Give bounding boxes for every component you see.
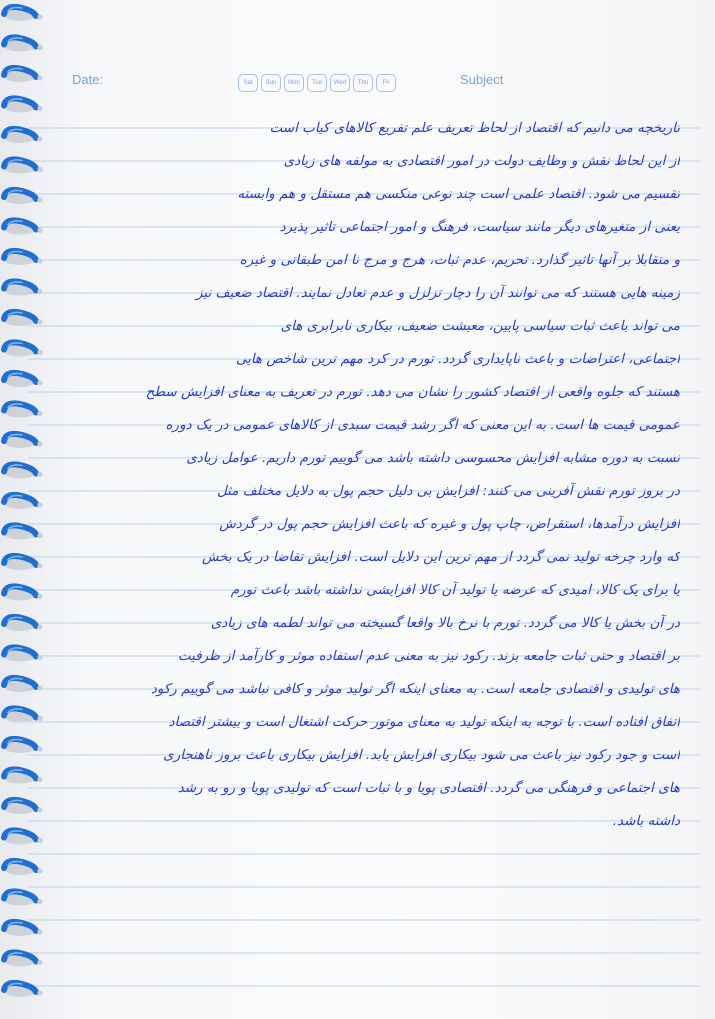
text-line: که وارد چرخه تولید نمی گردد از مهم ترین این دلایل است. افزایش تقاضا در یک بخش: [202, 549, 680, 565]
page-header: [60, 60, 715, 100]
coil-loop: [4, 891, 43, 905]
subject-label: Subject: [460, 72, 504, 87]
text-line: تقسیم می شود. اقتصاد علمی است چند نوعی منکسی هم مستقل و هم وابسته: [237, 186, 680, 202]
date-label: Date:: [72, 72, 104, 87]
coil-loop: [4, 922, 43, 936]
text-line: اتفاق افتاده است. با توجه به اینکه تولید به معنای موتور حرکت اشتغال است و بیشتر اقتصاد: [168, 714, 680, 730]
day-box-thu: Thu: [353, 74, 373, 92]
text-line: های تولیدی و اقتصادی جامعه است. به معنای اینکه اگر تولید موثر و کافی نباشد می گوییم رکود: [150, 681, 680, 697]
day-box-sat: Sat: [238, 74, 258, 92]
text-line: داشته باشد.: [612, 813, 680, 829]
text-line: از این لحاظ نقش و وظایف دولت در امور اقتصادی به مولفه های زیادی: [283, 153, 680, 169]
coil-loop: [4, 98, 43, 112]
coil-loop: [4, 983, 43, 997]
text-line: است و جود رکود نیز باعث می شود بیکاری افزایش یابد. افزایش بیکاری باعث بروز ناهنجاری: [163, 747, 680, 763]
text-line: می تواند باعث ثبات سیاسی پایین، معیشت ضعیف، بیکاری نابرابری های: [280, 318, 680, 334]
day-box-tue: Tue: [307, 74, 327, 92]
text-line: و متقابلا بر آنها تاثیر گذارد. تحریم، عدم ثبات، هرج و مرج نا امن طبقاتی و غیره: [239, 252, 680, 268]
text-line: اجتماعی، اعتراضات و باعث ناپایداری گردد. تورم در کرد مهم ترین شاخص هایی: [235, 351, 680, 367]
day-box-fri: Fri: [376, 74, 396, 92]
text-line: نسبت به دوره مشابه افزایش محسوسی داشته باشد می گوییم تورم داریم. عوامل زیادی: [186, 450, 680, 466]
text-line: در بروز تورم نقش آفرینی می کنند: افزایش بی دلیل حجم پول به دلایل مختلف مثل: [216, 483, 680, 499]
day-selector: [238, 74, 396, 92]
text-line: هستند که جلوه واقعی از اقتصاد کشور را نشان می دهد. تورم در تعریف به معنای افزایش سطح: [145, 384, 680, 400]
text-line: یعنی از متغیرهای دیگر مانند سیاست، فرهنگ و امور اجتماعی تاثیر پذیرد: [279, 219, 680, 235]
day-box-mon: Mon: [284, 74, 304, 92]
text-line: افزایش درآمدها، استقراض، چاپ پول و غیره که باعث افزایش حجم پول در گردش: [219, 516, 680, 532]
coil-loop: [4, 952, 43, 966]
coil-loop: [4, 68, 43, 82]
day-box-sun: Sun: [261, 74, 281, 92]
text-line: عمومی قیمت ها است. به این معنی که اگر رشد قیمت سبدی از کالاهای عمومی در یک دوره: [165, 417, 680, 433]
coil-loop: [4, 861, 43, 875]
text-line: بر اقتصاد و حتی ثبات جامعه بزند. رکود نیز به معنی عدم استفاده موثر و کارآمد از ظرفیت: [177, 648, 680, 664]
day-box-wed: Wed: [330, 74, 350, 92]
coil-loop: [4, 7, 43, 21]
handwritten-text: [30, 112, 680, 838]
text-line: زمینه هایی هستند که می توانند آن را دچار تزلزل و عدم تعادل نمایند. اقتصاد ضعیف نیز: [195, 285, 680, 301]
text-line: های اجتماعی و فرهنگی می گردد. اقتصادی پویا و با ثبات است که تولیدی پویا و رو به رشد: [177, 780, 680, 796]
coil-loop: [4, 37, 43, 51]
text-line: تاریخچه می دانیم که اقتصاد از لحاظ تعریف علم تفریع کالاهای کیاب است: [269, 120, 680, 136]
text-line: در آن بخش یا کالا می گردد. تورم با نرخ بالا واقعا گسیخته می تواند لطمه های زیادی: [210, 615, 680, 631]
text-line: یا برای یک کالا، امیدی که عرضه یا تولید آن کالا افزایشی نداشته باشد باعث تورم: [230, 582, 680, 598]
